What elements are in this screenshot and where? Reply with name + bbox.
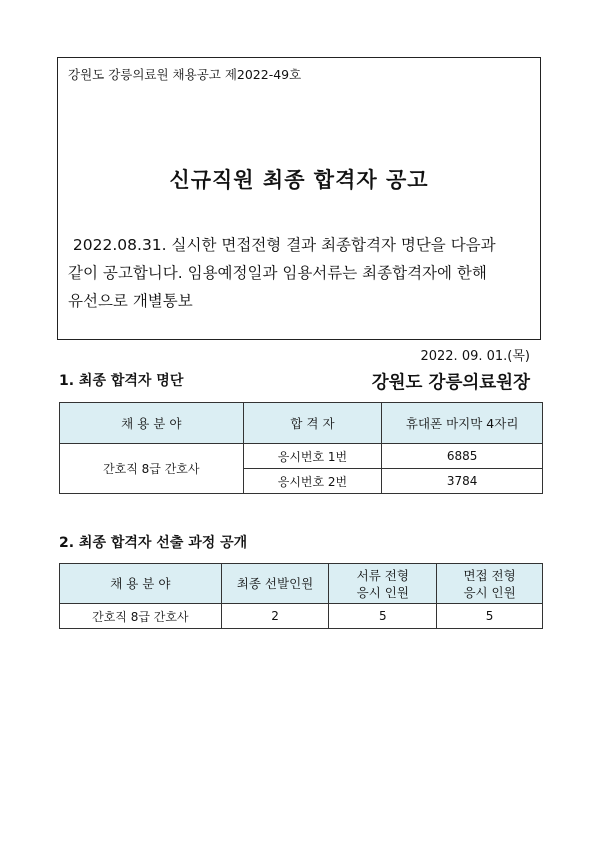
header-document-applicants: 서류 전형 응시 인원: [329, 564, 437, 604]
header-interview-applicants: 면접 전형 응시 인원: [437, 564, 543, 604]
header-candidate: 합 격 자: [243, 403, 382, 444]
cell-field: 간호직 8급 간호사: [60, 444, 244, 494]
notice-title: 신규직원 최종 합격자 공고: [169, 168, 429, 192]
table-row: [60, 444, 543, 469]
cell-document: 5: [329, 604, 437, 629]
selection-process-table: [59, 563, 543, 629]
cell-interview: 5: [437, 604, 543, 629]
cell-selected: 2: [221, 604, 329, 629]
cell-candidate: 응시번호 2번: [243, 469, 382, 494]
header-field: 채 용 분 야: [60, 403, 244, 444]
finalist-table: [59, 402, 543, 494]
section2-title: 2. 최종 합격자 선출 과정 공개: [59, 535, 248, 551]
notice-body-line: 2022.08.31. 실시한 면접전형 결과 최종합격자 명단을 다음과: [68, 236, 496, 254]
table-header-row: [60, 403, 543, 444]
notice-issuer: 강원도 강릉의료원장: [371, 373, 530, 393]
cell-last4: 6885: [382, 444, 543, 469]
section1-title: 1. 최종 합격자 명단: [59, 373, 184, 389]
notice-body: [68, 231, 530, 315]
header-field: 채 용 분 야: [60, 564, 222, 604]
header-last4: 휴대폰 마지막 4자리: [382, 403, 543, 444]
cell-candidate: 응시번호 1번: [243, 444, 382, 469]
notice-body-line: 유선으로 개별통보: [68, 292, 193, 310]
table-row: [60, 604, 543, 629]
notice-date: 2022. 09. 01.(목): [420, 349, 530, 364]
notice-number: 강원도 강릉의료원 채용공고 제2022-49호: [68, 67, 302, 82]
table-header-row: [60, 564, 543, 604]
notice-body-line: 같이 공고합니다. 임용예정일과 임용서류는 최종합격자에 한해: [68, 264, 487, 282]
cell-last4: 3784: [382, 469, 543, 494]
cell-field: 간호직 8급 간호사: [60, 604, 222, 629]
header-selected: 최종 선발인원: [221, 564, 329, 604]
